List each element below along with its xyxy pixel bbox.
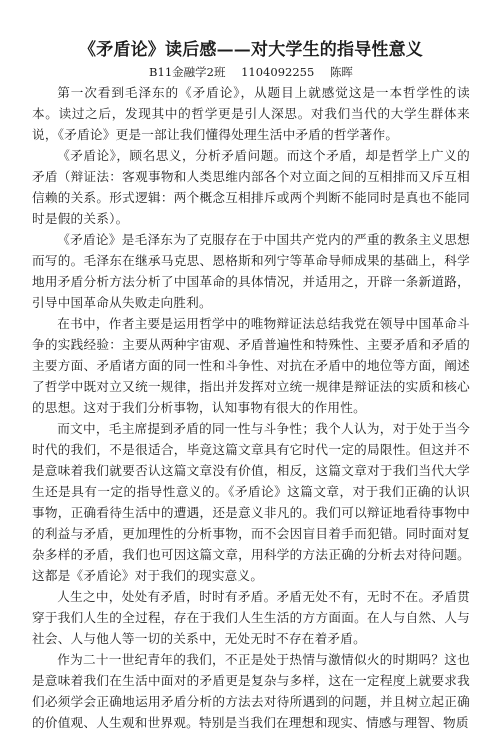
author-name: 陈晖 <box>329 65 353 79</box>
paragraph: 《矛盾论》是毛泽东为了克服存在于中国共产党内的严重的教条主义思想而写的。毛泽东在继承马克思、恩格斯和列宁等革命导师成果的基础上，科学地用矛盾分析方法分析了中国革命的具体情况，并适用之，开辟一条新道路，引导中国革命从失败走向胜利。 <box>32 232 470 310</box>
paragraph: 作为二十一世纪青年的我们，不正是处于热情与激情似火的时期吗？这也是意味着我们在生活中面对的矛盾更是复杂与多样，这在一定程度上就要求我们必须学会正确地运用矛盾分析的方法去对待所遇到的问题，并且树立起正确的价值观、人生观和世界观。特别是当我们在理想和现实、情感与理智、物质 <box>32 652 470 730</box>
paragraph: 第一次看到毛泽东的《矛盾论》，从题目上就感觉这是一本哲学性的读本。读过之后，发现其中的哲学更是引人深思。对我们当代的大学生群体来说，《矛盾论》更是一部让我们懂得处理生活中矛盾的哲学著作。 <box>32 85 470 142</box>
paragraph: 《矛盾论》，顾名思义，分析矛盾问题。而这个矛盾，却是哲学上广义的矛盾（辩证法：客观事物和人类思维内部各个对立面之间的互相排而又斥互相信赖的关系。形式逻辑：两个概念互相排斥或两个判断不能同时是真也不能同时是假的关系）。 <box>32 148 470 226</box>
author-byline <box>32 64 470 80</box>
student-id: 1104092255 <box>241 65 315 79</box>
paragraph: 在书中，作者主要是运用哲学中的唯物辩证法总结我党在领导中国革命斗争的实践经验：主要从两种宇宙观、矛盾普遍性和特殊性、主要矛盾和矛盾的主要方面、矛盾诸方面的同一性和斗争性、对抗在矛盾中的地位等方面，阐述了哲学中既对立又统一规律，指出并发挥对立统一规律是辩证法的实质和核心的思想。这对于我们分析事物，认知事物有很大的作用性。 <box>32 316 470 415</box>
paragraph: 而文中，毛主席提到矛盾的同一性与斗争性；我个人认为，对于处于当今时代的我们，不是很适合，毕竟这篇文章具有它时代一定的局限性。但这并不是意味着我们就要否认这篇文章没有价值，相反，这篇文章对于我们当代大学生还是具有一定的指导性意义的。《矛盾论》这篇文章，对于我们正确的认识事物，正确看待生活中的遭遇，还是意义非凡的。我们可以辩证地看待事物中的利益与矛盾，更加理性的分析事物，而不会因盲目着手而犯错。同时面对复杂多样的矛盾，我们也可因这篇文章，用科学的方法正确的分析去对待问题。这都是《矛盾论》对于我们的现实意义。 <box>32 421 470 583</box>
document-title: 《矛盾论》读后感——对大学生的指导性意义 <box>79 40 423 60</box>
class-name: B11金融学2班 <box>149 65 226 79</box>
paragraph: 人生之中，处处有矛盾，时时有矛盾。矛盾无处不有，无时不在。矛盾贯穿于我们人生的全过程，存在于我们人生生活的方方面面。在人与自然、人与社会、人与他人等一切的关系中，无处无时不存在着矛盾。 <box>32 589 470 646</box>
